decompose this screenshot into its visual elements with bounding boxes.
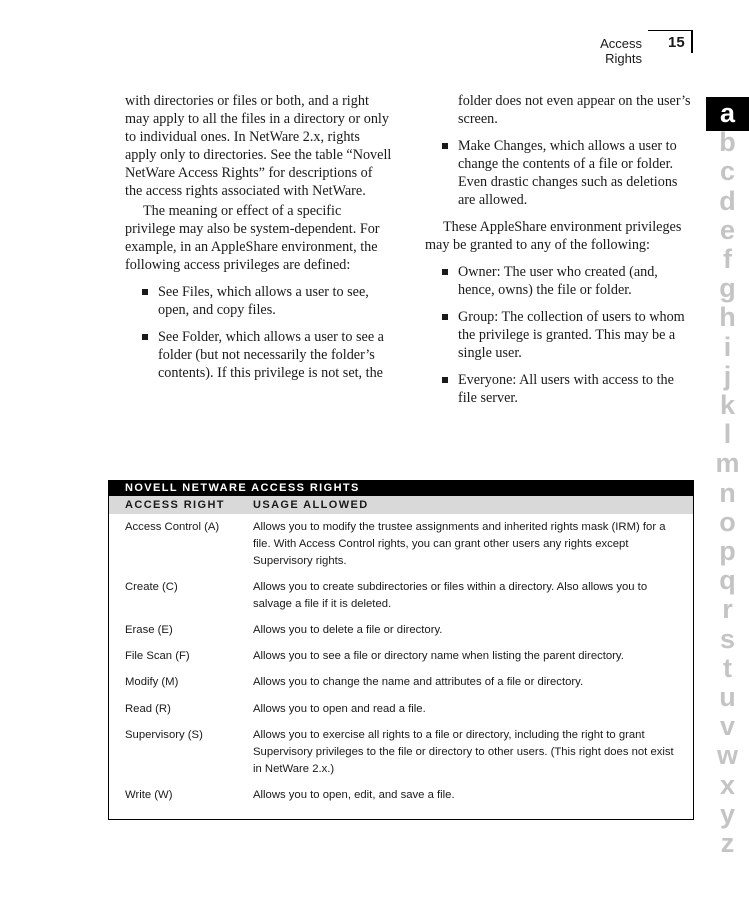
thumb-index-letter-f: f (723, 244, 732, 274)
list-item: See Files, which allows a user to see, open, and copy files. (125, 283, 393, 319)
usage-cell: Allows you to create subdirectories or files within a directory. Also allows you to salvage a file if it is deleted. (253, 581, 648, 610)
usage-cell: Allows you to open and read a file. (253, 703, 426, 715)
thumb-index-letter-k: k (719, 390, 736, 420)
list-item: See Folder, which allows a user to see a folder (but not necessarily the folder’s contents). If this privilege is not set, the (125, 328, 393, 382)
square-bullet-icon (442, 143, 448, 149)
thumb-index-letter-e: e (719, 214, 736, 245)
thumb-index-letter-q: q (719, 565, 736, 596)
thumb-index-letter-t: t (723, 652, 732, 683)
thumb-index-letter-n: n (719, 477, 736, 508)
right-bullet-list-2 (425, 263, 693, 407)
access-right-cell: File Scan (F) (125, 650, 190, 662)
list-item: Everyone: All users with access to the file server. (425, 371, 693, 407)
square-bullet-icon (142, 334, 148, 340)
list-item: Owner: The user who created (and, hence, owns) the file or folder. (425, 263, 693, 299)
usage-cell: Allows you to open, edit, and save a file. (253, 789, 455, 801)
left-paragraph-2: The meaning or effect of a specific privilege may also be system-dependent. For example, in an AppleShare environment, the following access privileges are defined: (125, 203, 380, 273)
thumb-index-letter-u: u (719, 682, 736, 712)
thumb-index-letter-w: w (716, 740, 738, 771)
usage-cell: Allows you to delete a file or directory. (253, 624, 443, 636)
thumb-index-letter-o: o (719, 506, 736, 537)
access-right-cell: Create (C) (125, 581, 178, 593)
header-vertical-rule (691, 30, 693, 53)
thumb-index-letter-v: v (719, 711, 736, 742)
thumb-index-letter-j: j (723, 360, 732, 391)
thumb-index-letter-z: z (720, 828, 735, 858)
list-item: Group: The collection of users to whom the privilege is granted. This may be a single user. (425, 308, 693, 362)
right-bullet-list-1 (425, 137, 693, 209)
thumb-index-letter-s: s (719, 623, 736, 654)
list-item: Make Changes, which allows a user to change the contents of a file or folder. Even drastic changes such as deletions are allowed. (425, 137, 693, 209)
usage-cell: Allows you to modify the trustee assignments and inherited rights mask (IRM) for a file. With Access Control rights, you can grant other users any rights except Supervisory rights. (253, 521, 666, 567)
thumb-index-letter-p: p (719, 536, 736, 566)
thumb-index-letter-l: l (723, 419, 732, 450)
access-rights-table (108, 480, 694, 820)
header-rule (648, 30, 692, 31)
thumb-index-letter-m: m (715, 448, 740, 479)
running-header-title: Access Rights (600, 36, 642, 66)
thumb-index-letter-c: c (719, 156, 736, 187)
column-header-usage-allowed: USAGE ALLOWED (253, 499, 369, 511)
thumb-index-letter-b: b (719, 127, 736, 158)
left-paragraph-1: with directories or files or both, and a right may apply to all the files in a directory or only to individual ones. In NetWare 2.x, rights apply only to directories. See the table “Novell NetWare Access Rights” for descriptions of the access rights associated with NetWare. (125, 93, 392, 199)
square-bullet-icon (142, 289, 148, 295)
access-right-cell: Access Control (A) (125, 521, 220, 533)
access-right-cell: Erase (E) (125, 624, 173, 636)
right-continuation: folder does not even appear on the user’s screen. (458, 93, 691, 127)
thumb-index-letter-h: h (719, 302, 736, 333)
left-bullet-list (125, 283, 393, 382)
square-bullet-icon (442, 314, 448, 320)
usage-cell: Allows you to exercise all rights to a file or directory, including the right to grant Supervisory privileges to the file or directory to other users. (This right does not exist in NetWare 2.x.) (253, 729, 674, 775)
thumb-index-letter-a: a (719, 98, 736, 128)
square-bullet-icon (442, 377, 448, 383)
thumb-index-letter-d: d (719, 185, 736, 216)
access-right-cell: Read (R) (125, 703, 171, 715)
thumb-index-letter-r: r (722, 594, 733, 625)
column-header-access-right: ACCESS RIGHT (125, 499, 225, 511)
access-right-cell: Modify (M) (125, 676, 179, 688)
page-number: 15 (668, 34, 685, 51)
square-bullet-icon (442, 269, 448, 275)
table-header-row (109, 496, 693, 514)
thumb-index-letter-i: i (723, 331, 732, 362)
thumb-index-letter-x: x (719, 769, 736, 800)
usage-cell: Allows you to see a file or directory name when listing the parent directory. (253, 650, 624, 662)
access-right-cell: Write (W) (125, 789, 173, 801)
access-right-cell: Supervisory (S) (125, 729, 203, 741)
thumb-index-letter-g: g (719, 273, 736, 304)
thumb-index-letter-y: y (719, 798, 736, 829)
usage-cell: Allows you to change the name and attributes of a file or directory. (253, 676, 584, 688)
right-column (425, 92, 693, 416)
right-paragraph: These AppleShare environment privileges may be granted to any of the following: (425, 219, 682, 253)
left-column (125, 92, 393, 391)
table-title: NOVELL NETWARE ACCESS RIGHTS (109, 480, 694, 496)
